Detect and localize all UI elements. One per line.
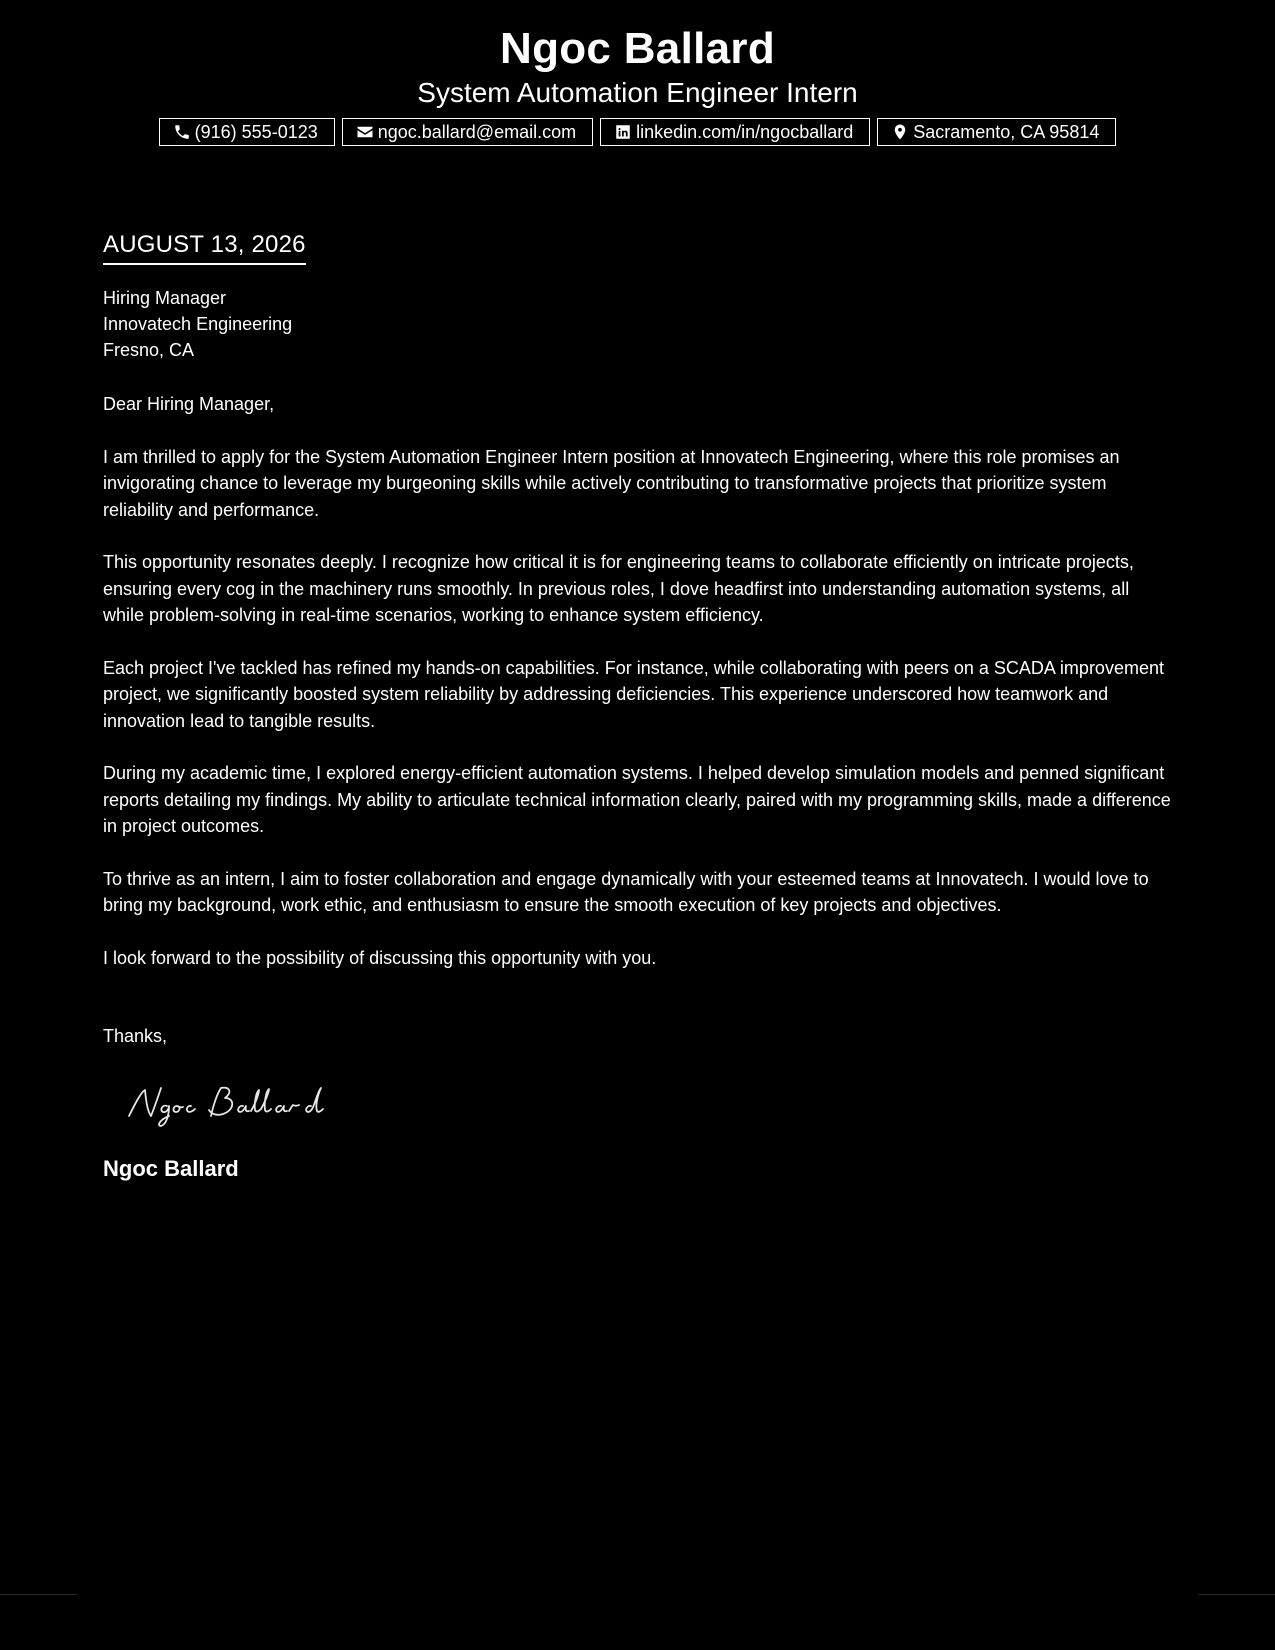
body-paragraph: During my academic time, I explored energy-efficient automation systems. I helped develop simulation models and penned significant reports detailing my findings. My ability to articulate technical information clearly, paired with my programming skills, made a difference in project outcomes. [103,763,1171,836]
contact-phone[interactable] [159,118,335,146]
applicant-job-title: System Automation Engineer Intern [417,77,858,108]
map-pin-icon [891,123,909,141]
recipient-block [103,285,1173,363]
contact-bar [0,118,1275,146]
body-paragraph: This opportunity resonates deeply. I recognize how critical it is for engineering teams to collaborate efficiently on intricate projects, ensuring every cog in the machinery runs smoothly. In previous roles, I dove headfirst into understanding automation systems, all while problem-solving in real-time scenarios, working to enhance system efficiency. [103,552,1134,625]
contact-location[interactable] [877,118,1116,146]
handwritten-signature [125,1080,355,1130]
body-paragraph: To thrive as an intern, I aim to foster collaboration and engage dynamically with your esteemed teams at Innovatech. I would love to bring my background, work ethic, and enthusiasm to ensure the smooth execution of key projects and objectives. [103,868,1149,915]
recipient-title: Hiring Manager [103,288,227,308]
body-paragraph: I am thrilled to apply for the System Automation Engineer Intern position at Innovatech Engineering, where this role promises an invigorating chance to leverage my burgeoning skills while actively contributing to transformative projects that prioritize system reliability and performance. [103,446,1120,520]
envelope-icon [356,123,374,141]
phone-icon [173,123,191,141]
linkedin-icon [614,123,632,141]
signer-name: Ngoc Ballard [103,1155,239,1181]
salutation: Dear Hiring Manager, [103,394,275,414]
contact-email[interactable] [342,118,593,146]
applicant-name: Ngoc Ballard [500,24,775,73]
recipient-location: Fresno, CA [103,340,195,360]
contact-location-text: Sacramento, CA 95814 [913,122,1100,142]
letter-body [103,228,1173,1183]
footer-rule-left [0,1594,77,1595]
body-paragraph: Each project I've tackled has refined my hands-on capabilities. For instance, while collaborating with peers on a SCADA improvement project, we significantly boosted system reliability by addressing deficiencies. This experience underscored how teamwork and innovation lead to tangible results. [103,657,1164,731]
body-paragraph: I look forward to the possibility of discussing this opportunity with you. [103,947,657,968]
letter-date: AUGUST 13, 2026 [103,228,306,265]
footer-rule-right [1198,1594,1275,1595]
contact-phone-text: (916) 555-0123 [194,122,318,142]
closing: Thanks, [103,1026,168,1046]
letter-header [0,22,1275,146]
recipient-company: Innovatech Engineering [103,314,293,334]
contact-email-text: ngoc.ballard@email.com [377,122,577,142]
contact-linkedin[interactable] [600,118,870,146]
contact-linkedin-text: linkedin.com/in/ngocballard [636,122,854,142]
